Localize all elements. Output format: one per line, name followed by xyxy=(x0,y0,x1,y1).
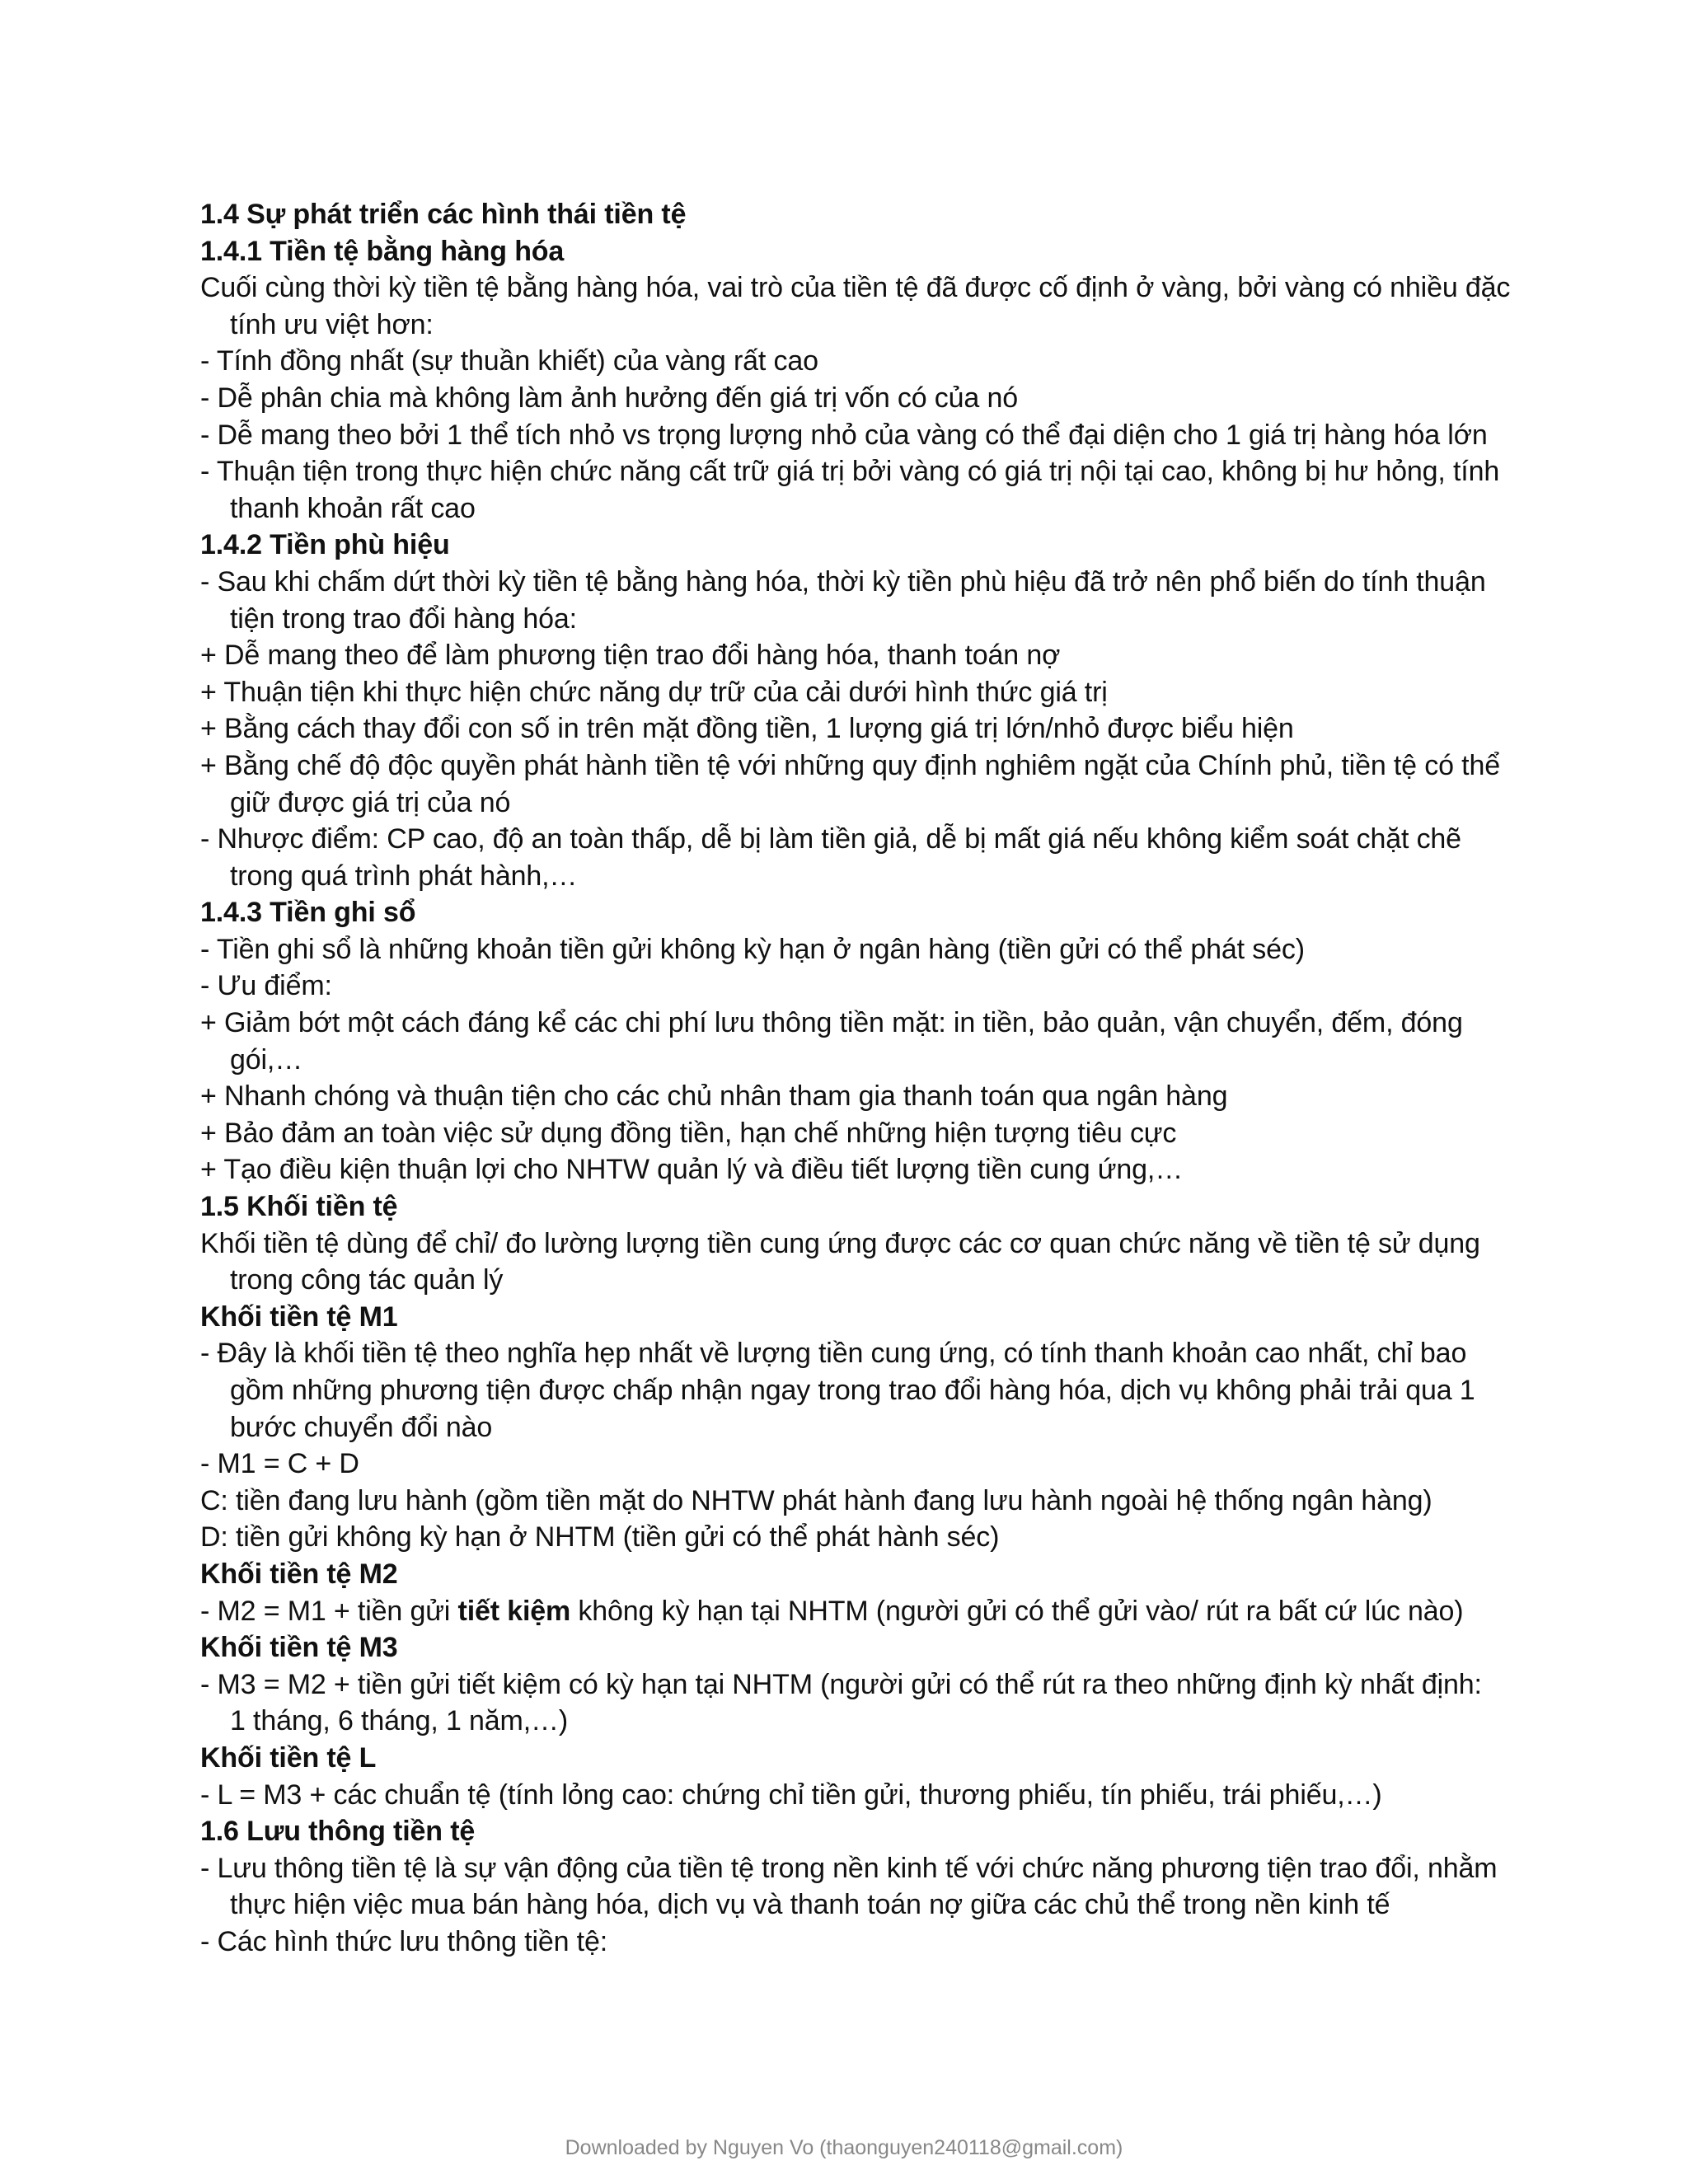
bullet-line: thực hiện việc mua bán hàng hóa, dịch vụ và thanh toán nợ giữa các chủ thể trong nền kinh tế xyxy=(230,1889,1390,1921)
formula-line: - M1 = C + D xyxy=(200,1448,359,1480)
formula-line: - M3 = M2 + tiền gửi tiết kiệm có kỳ hạn tại NHTM (người gửi có thể rút ra theo những định kỳ nhất định: xyxy=(200,1668,1482,1700)
paragraph-line: trong công tác quản lý xyxy=(230,1264,504,1296)
bullet-line: thanh khoản rất cao xyxy=(230,492,476,524)
text-run: - M2 = M1 + tiền gửi xyxy=(200,1595,458,1627)
bullet-line: + Thuận tiện khi thực hiện chức năng dự trữ của cải dưới hình thức giá trị xyxy=(200,676,1108,708)
subheading-m3: Khối tiền tệ M3 xyxy=(200,1632,398,1664)
bullet-line: + Bằng chế độ độc quyền phát hành tiền tệ với những quy định nghiêm ngặt của Chính phủ, tiền tệ có thể xyxy=(200,749,1500,781)
bullet-line: + Bằng cách thay đổi con số in trên mặt đồng tiền, 1 lượng giá trị lớn/nhỏ được biểu hiện xyxy=(200,713,1294,745)
bullet-line: - Nhược điểm: CP cao, độ an toàn thấp, dễ bị làm tiền giả, dễ bị mất giá nếu không kiểm soát chặt chẽ xyxy=(200,823,1461,855)
bold-text-run: tiết kiệm xyxy=(457,1595,571,1627)
bullet-line: + Nhanh chóng và thuận tiện cho các chủ nhân tham gia thanh toán qua ngân hàng xyxy=(200,1080,1228,1113)
bullet-line: - Sau khi chấm dứt thời kỳ tiền tệ bằng hàng hóa, thời kỳ tiền phù hiệu đã trở nên phổ biến do tính thuận xyxy=(200,565,1486,598)
definition-line: C: tiền đang lưu hành (gồm tiền mặt do NHTW phát hành đang lưu hành ngoài hệ thống ngân hàng) xyxy=(200,1484,1432,1516)
text-run: không kỳ hạn tại NHTM (người gửi có thể gửi vào/ rút ra bất cứ lúc nào) xyxy=(570,1595,1464,1627)
subheading-m2: Khối tiền tệ M2 xyxy=(200,1558,398,1590)
bullet-line: - Ưu điểm: xyxy=(200,970,332,1002)
definition-line: D: tiền gửi không kỳ hạn ở NHTM (tiền gửi có thể phát hành séc) xyxy=(200,1521,1000,1554)
formula-line: - L = M3 + các chuẩn tệ (tính lỏng cao: chứng chỉ tiền gửi, thương phiếu, tín phiếu, trái phiếu,…) xyxy=(200,1779,1382,1811)
bullet-line: - Thuận tiện trong thực hiện chức năng cất trữ giá trị bởi vàng có giá trị nội tại cao, không bị hư hỏng, tính xyxy=(200,456,1500,488)
section-heading-1-5: 1.5 Khối tiền tệ xyxy=(200,1191,398,1223)
bullet-line: - Tiền ghi sổ là những khoản tiền gửi không kỳ hạn ở ngân hàng (tiền gửi có thể phát séc) xyxy=(200,933,1305,965)
bullet-line: tiện trong trao đổi hàng hóa: xyxy=(230,602,577,635)
bullet-line: + Giảm bớt một cách đáng kể các chi phí lưu thông tiền mặt: in tiền, bảo quản, vận chuyển, đếm, đóng xyxy=(200,1007,1463,1039)
bullet-line: - Lưu thông tiền tệ là sự vận động của tiền tệ trong nền kinh tế với chức năng phương tiện trao đổi, nhằm xyxy=(200,1852,1498,1884)
paragraph-line: tính ưu việt hơn: xyxy=(230,308,434,340)
bullet-line: + Dễ mang theo để làm phương tiện trao đổi hàng hóa, thanh toán nợ xyxy=(200,640,1061,672)
section-heading-1-6: 1.6 Lưu thông tiền tệ xyxy=(200,1816,476,1848)
formula-line xyxy=(200,1593,1503,1630)
section-heading-1-4: 1.4 Sự phát triển các hình thái tiền tệ xyxy=(200,199,687,230)
bullet-line: - Dễ phân chia mà không làm ảnh hưởng đến giá trị vốn có của nó xyxy=(200,382,1018,414)
document-page xyxy=(200,196,1511,1961)
bullet-line: bước chuyển đổi nào xyxy=(230,1411,493,1443)
section-heading-1-4-1: 1.4.1 Tiền tệ bằng hàng hóa xyxy=(200,235,565,267)
formula-line: 1 tháng, 6 tháng, 1 năm,…) xyxy=(230,1705,569,1737)
section-heading-1-4-2: 1.4.2 Tiền phù hiệu xyxy=(200,529,450,561)
bullet-line: - Các hình thức lưu thông tiền tệ: xyxy=(200,1925,608,1957)
bullet-line: + Bảo đảm an toàn việc sử dụng đồng tiền, hạn chế những hiện tượng tiêu cực xyxy=(200,1117,1177,1149)
bullet-line: - Tính đồng nhất (sự thuần khiết) của vàng rất cao xyxy=(200,345,818,377)
bullet-line: + Tạo điều kiện thuận lợi cho NHTW quản lý và điều tiết lượng tiền cung ứng,… xyxy=(200,1154,1184,1186)
bullet-line: - Dễ mang theo bởi 1 thể tích nhỏ vs trọng lượng nhỏ của vàng có thể đại diện cho 1 giá trị hàng hóa lớn xyxy=(200,419,1488,451)
subheading-l: Khối tiền tệ L xyxy=(200,1741,377,1774)
paragraph-line: Cuối cùng thời kỳ tiền tệ bằng hàng hóa, vai trò của tiền tệ đã được cố định ở vàng, bởi vàng có nhiều đặc xyxy=(200,272,1511,304)
download-footer: Downloaded by Nguyen Vo (thaonguyen240118@gmail.com) xyxy=(565,2136,1123,2159)
bullet-line: trong quá trình phát hành,… xyxy=(230,860,578,892)
bullet-line: gói,… xyxy=(230,1043,303,1076)
bullet-line: gồm những phương tiện được chấp nhận ngay trong trao đổi hàng hóa, dịch vụ không phải trải qua 1 xyxy=(230,1375,1475,1406)
bullet-line: - Đây là khối tiền tệ theo nghĩa hẹp nhất về lượng tiền cung ứng, có tính thanh khoản cao nhất, chỉ bao xyxy=(200,1338,1467,1370)
subheading-m1: Khối tiền tệ M1 xyxy=(200,1301,398,1333)
bullet-line: giữ được giá trị của nó xyxy=(230,786,511,818)
section-heading-1-4-3: 1.4.3 Tiền ghi sổ xyxy=(200,897,416,929)
paragraph-line: Khối tiền tệ dùng để chỉ/ đo lường lượng tiền cung ứng được các cơ quan chức năng về tiền tệ sử dụng xyxy=(200,1227,1480,1259)
